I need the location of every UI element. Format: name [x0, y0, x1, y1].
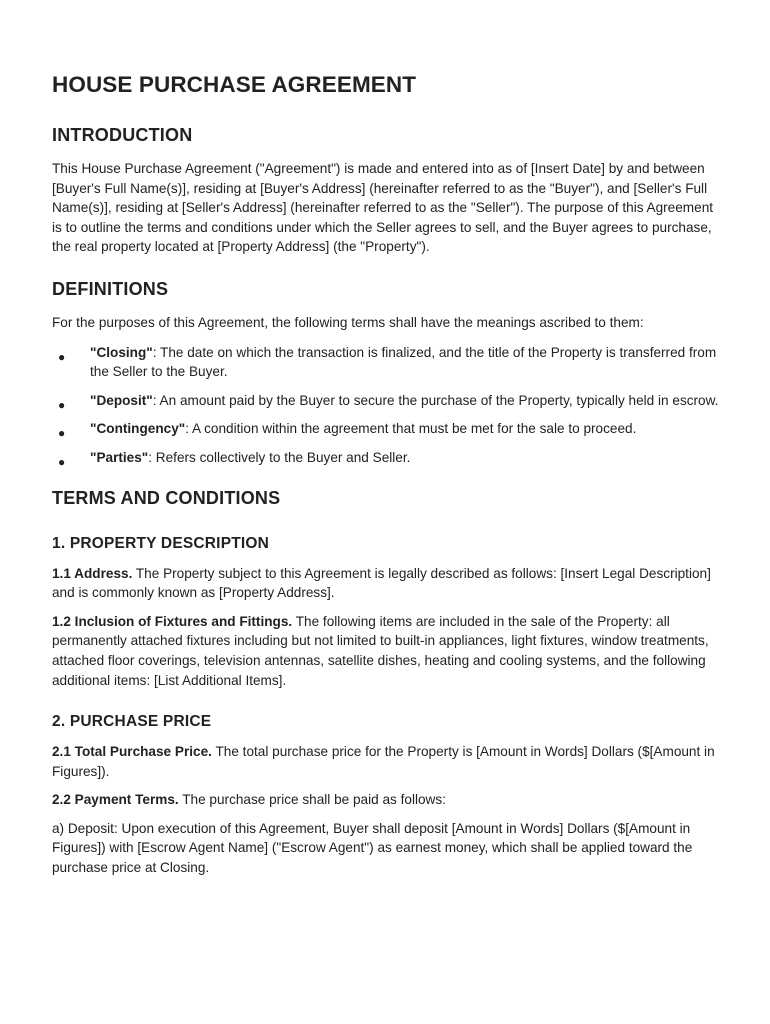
list-item: [52, 419, 720, 439]
definitions-list: [52, 343, 720, 468]
definition-text: : An amount paid by the Buyer to secure the purchase of the Property, typically held in escrow.: [152, 392, 719, 408]
definition-term: "Closing": [90, 344, 153, 360]
definition-text: : The date on which the transaction is finalized, and the title of the Property is transferred from the Seller to the Buyer.: [90, 344, 717, 380]
clause-label: 1.2 Inclusion of Fixtures and Fittings.: [52, 613, 293, 629]
clause-label: 2.1 Total Purchase Price.: [52, 744, 212, 760]
clause-1-2: [52, 612, 720, 690]
clause-2-1: [52, 742, 720, 781]
definition-term: "Parties": [90, 449, 149, 465]
list-item: [52, 448, 720, 468]
definition-term: "Deposit": [90, 392, 153, 408]
clause-text: The following items are included in the sale of the Property: all permanently attached fixtures including but not limited to built-in appliances, light fixtures, window treatments, attached floor coverings, television antennas, satellite dishes, heating and cooling systems, and the following additional items: [List Additional Items].: [52, 613, 709, 688]
section-2-heading: 2. PURCHASE PRICE: [52, 713, 212, 731]
clause-text: The Property subject to this Agreement is legally described as follows: [Insert Legal Description] and is commonly known as [Property Address].: [52, 565, 711, 601]
definitions-heading: DEFINITIONS: [52, 278, 169, 299]
bullet-icon: ●: [58, 397, 66, 412]
definitions-intro: For the purposes of this Agreement, the following terms shall have the meanings ascribed to them:: [52, 314, 644, 330]
section-1-heading: 1. PROPERTY DESCRIPTION: [52, 534, 270, 552]
bullet-icon: ●: [58, 426, 66, 441]
clause-label: 2.2 Payment Terms.: [52, 792, 179, 808]
definition-text: : A condition within the agreement that must be met for the sale to proceed.: [185, 421, 637, 437]
terms-heading: TERMS AND CONDITIONS: [52, 487, 281, 508]
list-item: [52, 391, 720, 411]
introduction-heading: INTRODUCTION: [52, 125, 193, 145]
bullet-icon: ●: [58, 349, 66, 364]
clause-text: The total purchase price for the Property is [Amount in Words] Dollars ($[Amount in Figures]).: [52, 744, 715, 779]
definition-term: "Contingency": [90, 421, 186, 437]
clause-2-2-a: a) Deposit: Upon execution of this Agreement, Buyer shall deposit [Amount in Words] Dollars ($[Amount in Figures]) with [Escrow Agent Name] ("Escrow Agent") as earnest money, which shall be applied toward the purchase price at Closing.: [52, 820, 693, 876]
clause-label: 1.1 Address.: [52, 565, 133, 581]
list-item: [52, 343, 720, 382]
definition-text: : Refers collectively to the Buyer and Seller.: [148, 449, 411, 465]
clause-2-2: [52, 790, 720, 810]
introduction-paragraph: This House Purchase Agreement ("Agreement") is made and entered into as of [Insert Date] by and between [Buyer's Full Name(s)], residing at [Buyer's Address] (hereinafter referred to as the "Buyer"), and [Seller's Full Name(s)], residing at [Seller's Address] (hereinafter referred to as the "Seller"). The purpose of this Agreement is to outline the terms and conditions under which the Seller agrees to sell, and the Buyer agrees to purchase, the real property located at [Property Address] (the "Property").: [52, 161, 714, 255]
clause-1-1: [52, 564, 720, 603]
document-title: HOUSE PURCHASE AGREEMENT: [52, 72, 417, 97]
clause-text: The purchase price shall be paid as follows:: [178, 792, 446, 808]
bullet-icon: ●: [58, 454, 66, 469]
